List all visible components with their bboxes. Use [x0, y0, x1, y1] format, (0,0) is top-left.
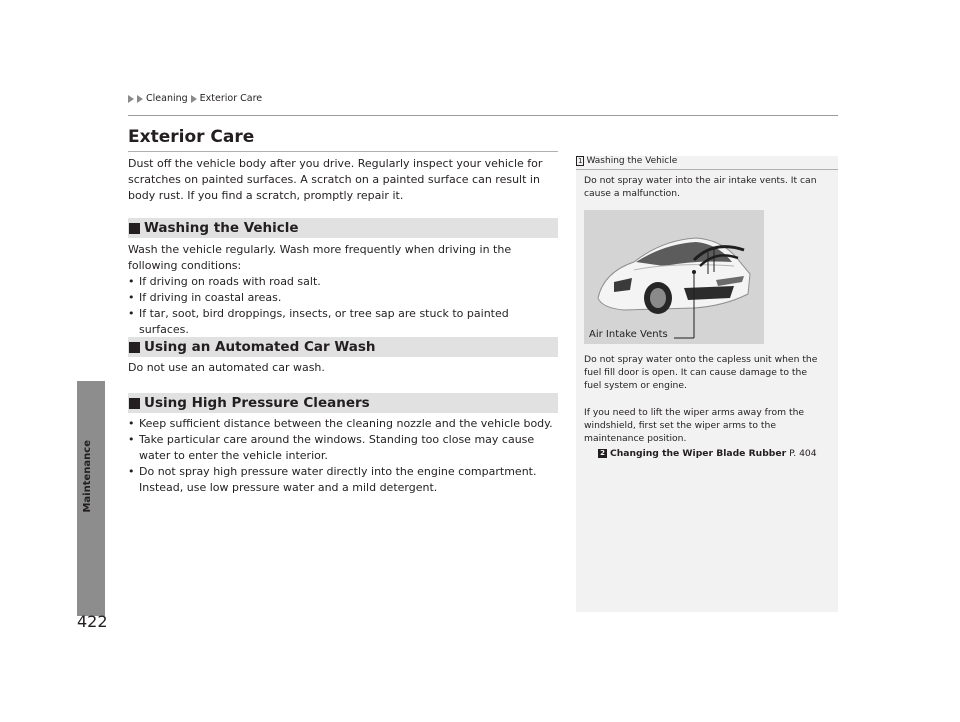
- section-heading-text: Using High Pressure Cleaners: [144, 395, 370, 411]
- section-heading-automated-wash: [128, 337, 558, 357]
- section-heading-text: Using an Automated Car Wash: [144, 339, 376, 355]
- breadcrumb-item[interactable]: Cleaning: [146, 93, 188, 104]
- washing-conditions-list: [128, 274, 560, 338]
- list-item: • Take particular care around the windows. Standing too close may cause water to enter the vehicle interior.: [128, 432, 560, 464]
- list-item: • If driving in coastal areas.: [128, 290, 560, 306]
- image-callout-label: Air Intake Vents: [589, 329, 668, 340]
- sidebar-heading-text: Washing the Vehicle: [586, 156, 678, 166]
- sidebar-note-intake: Do not spray water into the air intake vents. It can cause a malfunction.: [584, 175, 817, 199]
- sidebar-heading: [576, 156, 838, 166]
- cross-reference-icon: 2: [598, 449, 607, 458]
- washing-section-body: [128, 242, 560, 338]
- square-bullet-icon: [129, 342, 140, 353]
- header-divider: [128, 115, 838, 116]
- sidebar-note-capless: Do not spray water onto the capless unit when the fuel fill door is open. It can cause damage to the fuel system or engine.: [584, 354, 818, 391]
- square-bullet-icon: [129, 398, 140, 409]
- car-illustration: [584, 210, 764, 344]
- automated-wash-text: Do not use an automated car wash.: [128, 361, 325, 374]
- side-tab-label: Maintenance: [82, 440, 93, 513]
- section-heading-washing: [128, 218, 558, 238]
- xref-title[interactable]: Changing the Wiper Blade Rubber: [610, 448, 787, 459]
- list-item: • If tar, soot, bird droppings, insects, or tree sap are stuck to painted surfaces.: [128, 306, 560, 338]
- note-number-icon: 1: [578, 157, 583, 165]
- cross-reference-link[interactable]: [598, 447, 817, 460]
- xref-page[interactable]: P. 404: [789, 448, 817, 459]
- breadcrumb: [128, 93, 262, 104]
- sidebar-divider: [576, 169, 838, 170]
- breadcrumb-item[interactable]: Exterior Care: [199, 93, 263, 104]
- washing-intro-text: Wash the vehicle regularly. Wash more frequently when driving in the following conditions:: [128, 243, 512, 272]
- page-number: 422: [77, 612, 108, 631]
- page-title: Exterior Care: [128, 127, 255, 147]
- breadcrumb-arrow-icon: [137, 95, 143, 103]
- high-pressure-list: [128, 416, 560, 496]
- intro-paragraph: Dust off the vehicle body after you drive. Regularly inspect your vehicle for scratches on painted surfaces. A scratch on a painted surface can result in body rust. If you find a scratch, promptly repair it.: [128, 157, 543, 202]
- section-heading-text: Washing the Vehicle: [144, 220, 299, 236]
- square-bullet-icon: [129, 223, 140, 234]
- car-image: [584, 210, 764, 344]
- list-item: • Keep sufficient distance between the cleaning nozzle and the vehicle body.: [128, 416, 560, 432]
- section-heading-high-pressure: [128, 393, 558, 413]
- list-item: • Do not spray high pressure water directly into the engine compartment. Instead, use low pressure water and a mild detergent.: [128, 464, 560, 496]
- breadcrumb-arrow-icon: [191, 95, 197, 103]
- sidebar-note-wiper: If you need to lift the wiper arms away from the windshield, first set the wiper arms to the maintenance position.: [584, 407, 805, 444]
- breadcrumb-arrow-icon: [128, 95, 134, 103]
- list-item: • If driving on roads with road salt.: [128, 274, 560, 290]
- title-divider: [128, 151, 558, 152]
- high-pressure-section-body: [128, 416, 560, 496]
